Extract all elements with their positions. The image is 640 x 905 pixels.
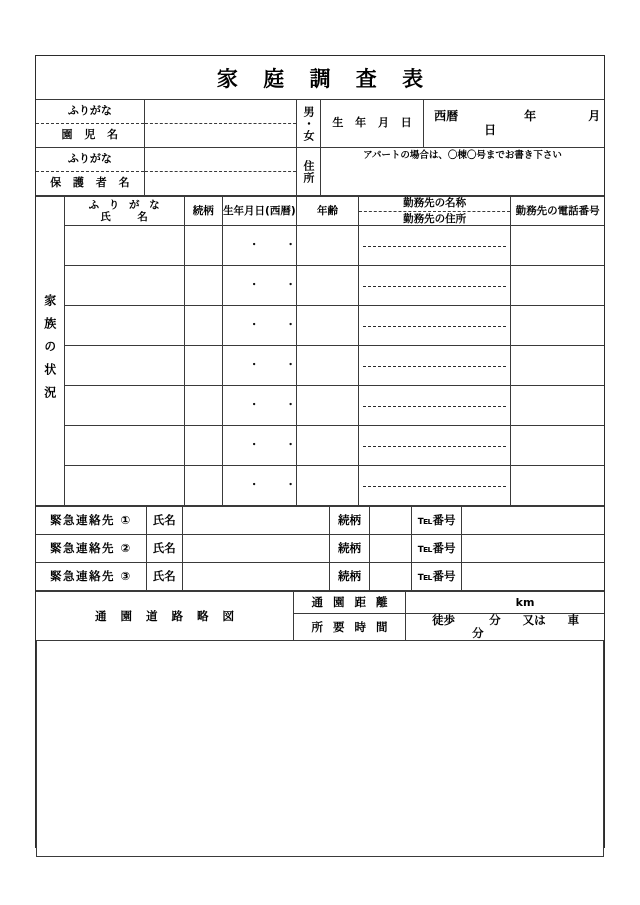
family-dob-input[interactable] <box>222 266 296 306</box>
family-relation-input[interactable] <box>184 426 222 466</box>
family-header-dob: 生年月日(西暦) <box>222 197 296 226</box>
commute-time-label: 所 要 時 間 <box>293 614 405 641</box>
commute-table <box>36 591 604 641</box>
family-header-name-text: 氏 名 <box>100 211 156 223</box>
family-header-work-phone: 勤務先の電話番号 <box>511 197 604 226</box>
workplace-divider <box>363 366 506 367</box>
dob-dot-1: ・ <box>248 319 260 332</box>
commute-map-drawing-area[interactable] <box>36 641 604 857</box>
dob-dot-2: ・ <box>285 479 296 492</box>
family-name-input[interactable] <box>64 466 184 506</box>
table-row <box>36 507 604 535</box>
commute-distance-input[interactable] <box>406 592 604 614</box>
family-header-name <box>64 197 184 226</box>
commute-distance-unit: km <box>515 595 535 609</box>
family-side-label-cell <box>36 197 64 506</box>
dob-era-label: 西暦 <box>434 108 459 123</box>
dob-day-unit: 日 <box>484 122 497 137</box>
family-work-phone-input[interactable] <box>511 306 604 346</box>
table-row <box>36 386 604 426</box>
guardian-furigana-input[interactable] <box>144 148 296 172</box>
child-furigana-input[interactable] <box>144 100 296 124</box>
commute-car-minute-unit: 分 <box>472 626 484 641</box>
emergency-relation-label-2: 続柄 <box>330 535 370 563</box>
address-label-cell <box>296 148 320 196</box>
title-row <box>36 56 604 100</box>
page-title: 家 庭 調 査 表 <box>216 66 433 91</box>
guardian-furigana-label: ふりがな <box>36 148 144 172</box>
workplace-divider <box>363 446 506 447</box>
workplace-divider <box>363 246 506 247</box>
emergency-tel-label-2: ℡番号 <box>412 535 462 563</box>
family-workplace-input[interactable] <box>359 346 511 386</box>
emergency-name-input-1[interactable] <box>182 507 329 535</box>
emergency-contacts-table <box>36 506 604 591</box>
family-header-row <box>36 197 604 226</box>
dob-year-unit: 年 <box>524 108 537 123</box>
family-header-work-address-text: 勤務先の住所 <box>403 212 467 225</box>
dob-dot-1: ・ <box>248 359 260 372</box>
commute-walk-minute-unit: 分 <box>489 613 501 627</box>
family-work-phone-input[interactable] <box>511 386 604 426</box>
address-label: 住所 <box>301 159 315 184</box>
address-input[interactable] <box>320 148 604 196</box>
family-dob-input[interactable] <box>222 306 296 346</box>
family-work-phone-input[interactable] <box>511 426 604 466</box>
workplace-divider <box>363 486 506 487</box>
emergency-tel-label-3: ℡番号 <box>412 563 462 591</box>
emergency-relation-label-1: 続柄 <box>330 507 370 535</box>
emergency-tel-label-1: ℡番号 <box>412 507 462 535</box>
family-age-input[interactable] <box>296 466 358 506</box>
family-work-phone-input[interactable] <box>511 346 604 386</box>
family-status-table <box>36 196 604 506</box>
workplace-divider <box>363 406 506 407</box>
child-name-label: 園 児 名 <box>36 124 144 148</box>
family-name-input[interactable] <box>64 386 184 426</box>
family-workplace-input[interactable] <box>359 426 511 466</box>
family-work-phone-input[interactable] <box>511 266 604 306</box>
family-age-input[interactable] <box>296 346 358 386</box>
emergency-name-label-1: 氏名 <box>146 507 182 535</box>
child-furigana-label: ふりがな <box>36 100 144 124</box>
family-relation-input[interactable] <box>184 306 222 346</box>
dob-dot-1: ・ <box>248 239 260 252</box>
commute-car-label: 車 <box>567 613 580 627</box>
table-row <box>36 266 604 306</box>
table-row <box>36 346 604 386</box>
family-header-furigana-text: ふ り が な <box>88 198 163 211</box>
family-age-input[interactable] <box>296 426 358 466</box>
gender-cell[interactable] <box>296 100 320 148</box>
family-workplace-input[interactable] <box>359 226 511 266</box>
guardian-name-label: 保 護 者 名 <box>36 172 144 196</box>
emergency-tel-input-1[interactable] <box>462 507 604 535</box>
table-row <box>36 306 604 346</box>
commute-distance-row <box>36 592 604 614</box>
table-row <box>36 535 604 563</box>
dob-dot-2: ・ <box>285 439 296 452</box>
family-age-input[interactable] <box>296 266 358 306</box>
child-name-input[interactable] <box>144 124 296 148</box>
emergency-contact-title-1: 緊急連絡先 ① <box>36 507 146 535</box>
emergency-contact-title-2: 緊急連絡先 ② <box>36 535 146 563</box>
family-relation-input[interactable] <box>184 386 222 426</box>
commute-distance-label: 通 園 距 離 <box>293 592 405 614</box>
address-note: アパートの場合は、〇棟〇号までお書き下さい <box>363 150 562 161</box>
dob-month-unit: 月 <box>588 108 601 123</box>
emergency-tel-input-2[interactable] <box>462 535 604 563</box>
dob-dot-1: ・ <box>248 279 260 292</box>
family-name-input[interactable] <box>64 226 184 266</box>
family-workplace-input[interactable] <box>359 386 511 426</box>
family-relation-input[interactable] <box>184 266 222 306</box>
table-row <box>36 226 604 266</box>
family-header-workplace <box>359 197 511 226</box>
family-name-input[interactable] <box>64 346 184 386</box>
emergency-name-label-3: 氏名 <box>146 563 182 591</box>
commute-time-input[interactable] <box>406 614 604 641</box>
commute-map-label: 通 園 道 路 略 図 <box>36 592 293 641</box>
family-header-age: 年齢 <box>296 197 358 226</box>
workplace-divider <box>363 326 506 327</box>
dob-dot-1: ・ <box>248 479 260 492</box>
gender-label: 男・女 <box>301 105 315 142</box>
family-name-input[interactable] <box>64 426 184 466</box>
family-dob-input[interactable] <box>222 386 296 426</box>
table-row <box>36 466 604 506</box>
dob-value-cell[interactable] <box>424 100 604 148</box>
guardian-name-input[interactable] <box>144 172 296 196</box>
family-header-relation: 続柄 <box>184 197 222 226</box>
workplace-divider <box>363 286 506 287</box>
family-relation-input[interactable] <box>184 346 222 386</box>
dob-dot-2: ・ <box>285 319 296 332</box>
family-workplace-input[interactable] <box>359 266 511 306</box>
family-workplace-input[interactable] <box>359 466 511 506</box>
emergency-relation-label-3: 続柄 <box>330 563 370 591</box>
family-dob-input[interactable] <box>222 346 296 386</box>
emergency-relation-input-3[interactable] <box>370 563 412 591</box>
family-age-input[interactable] <box>296 226 358 266</box>
emergency-name-input-2[interactable] <box>182 535 329 563</box>
dob-dot-1: ・ <box>248 439 260 452</box>
guardian-furigana-row <box>36 148 604 172</box>
family-work-phone-input[interactable] <box>511 226 604 266</box>
dob-dot-2: ・ <box>285 279 296 292</box>
dob-dot-2: ・ <box>285 399 296 412</box>
family-dob-input[interactable] <box>222 426 296 466</box>
family-age-input[interactable] <box>296 306 358 346</box>
emergency-name-input-3[interactable] <box>182 563 329 591</box>
emergency-tel-input-3[interactable] <box>462 563 604 591</box>
dob-label: 生 年 月 日 <box>320 100 423 148</box>
family-dob-input[interactable] <box>222 466 296 506</box>
family-name-input[interactable] <box>64 266 184 306</box>
dob-dot-2: ・ <box>285 359 296 372</box>
family-age-input[interactable] <box>296 386 358 426</box>
commute-or-label: 又は <box>522 613 546 627</box>
emergency-relation-input-2[interactable] <box>370 535 412 563</box>
family-workplace-input[interactable] <box>359 306 511 346</box>
dob-dot-2: ・ <box>285 239 296 252</box>
dob-dot-1: ・ <box>248 399 260 412</box>
family-relation-input[interactable] <box>184 466 222 506</box>
family-header-work-name-text: 勤務先の名称 <box>359 197 510 211</box>
family-relation-input[interactable] <box>184 226 222 266</box>
table-row <box>36 563 604 591</box>
emergency-relation-input-1[interactable] <box>370 507 412 535</box>
family-survey-form <box>35 55 605 848</box>
emergency-name-label-2: 氏名 <box>146 535 182 563</box>
family-side-label: 家族の状況 <box>42 293 57 409</box>
family-name-input[interactable] <box>64 306 184 346</box>
family-work-phone-input[interactable] <box>511 466 604 506</box>
commute-walk-label: 徒歩 <box>432 613 456 627</box>
identity-table <box>36 100 604 196</box>
table-row <box>36 426 604 466</box>
emergency-contact-title-3: 緊急連絡先 ③ <box>36 563 146 591</box>
family-dob-input[interactable] <box>222 226 296 266</box>
child-furigana-row <box>36 100 604 124</box>
